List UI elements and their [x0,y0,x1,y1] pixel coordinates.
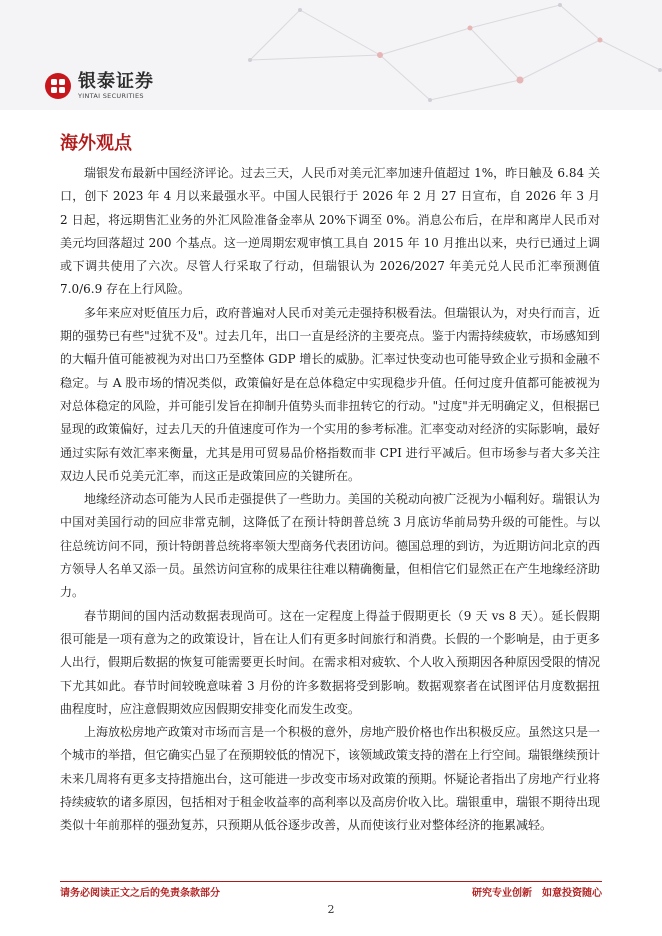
footer-divider [60,881,602,882]
disclaimer-note: 请务必阅读正文之后的免责条款部分 [60,888,220,899]
paragraph-2: 多年来应对贬值压力后，政府普遍对人民币对美元走强持积极看法。但瑞银认为，对央行而言，近期的强势已有些"过犹不及"。过去几年，出口一直是经济的主要亮点。鉴于内需持续疲软，市场感知到的大幅升值可能被视为对出口乃至整体 GDP 增长的威胁。汇率过快变动也可能导致企业亏损和金融不稳定。与 A 股市场的情况类似，政策偏好是在总体稳定中实现稳步升值。任何过度升值都可能被视为对总体稳定的风险，并可能引发旨在抑制升值势头而非扭转它的行动。"过度"并无明确定义，但根据已显现的政策偏好，过去几天的升值速度可作为一个实用的参考标准。汇率变动对经济的实际影响，最好通过实际有效汇率来衡量，尤其是用可贸易品价格指数而非 CPI 进行平减后。但市场参与者大多关注双边人民币兑美元汇率，而这正是政策回应的关键所在。 [60,305,601,483]
logo-chinese-name: 银泰证券 [78,71,154,92]
footer-slogan: 研究专业创新 如意投资随心 [472,888,602,899]
article-body [60,162,600,838]
page-number: 2 [327,903,335,916]
paragraph-5: 上海放松房地产政策对市场而言是一个积极的意外，房地产股价格也作出积极反应。虽然这只是一个城市的举措，但它确实凸显了在预期较低的情况下，该领域政策支持的潜在上行空间。瑞银继续预计未来几周将有更多支持措施出台，这可能进一步改变市场对政策的预期。怀疑论者指出了房地产行业将持续疲软的诸多原因，包括相对于租金收益率的高利率以及高房价收入比。瑞银重申，瑞银不期待出现类似十年前那样的强劲复苏，只预期从低谷逐步改善，从而使该行业对整体经济的拖累减轻。 [60,725,601,833]
section-title: 海外观点 [60,133,132,154]
paragraph-4: 春节期间的国内活动数据表现尚可。这在一定程度上得益于假期更长（9 天 vs 8 天）。延长假期很可能是一项有意为之的政策设计，旨在让人们有更多时间旅行和消费。长假的一个影响是，由于更多人出行，假期后数据的恢复可能需要更长时间。在需求相对疲软、个人收入预期因各种原因受限的情况下尤其如此。春节时间较晚意味着 3 月份的许多数据将受到影响。数据观察者在试图评估月度数据扭曲程度时，应注意假期效应因假期安排变化而发生改变。 [60,608,601,716]
page-header [0,0,662,110]
company-logo [44,72,154,100]
paragraph-1: 瑞银发布最新中国经济评论。过去三天，人民币对美元汇率加速升值超过 1%，昨日触及 6.84 关口，创下 2023 年 4 月以来最强水平。中国人民银行于 2026 年 2 月 27 日宣布，自 2026 年 3 月 2 日起，将远期售汇业务的外汇风险准备金率从 20%下调至 0%。消息公布后，在岸和离岸人民币对美元均回落超过 200 个基点。这一逆周期宏观审慎工具自 2015 年 10 月推出以来，央行已通过上调或下调共使用了六次。尽管人行采取了行动，但瑞银认为 2026/2027 年美元兑人民币汇率预测值 7.0/6.9 存在上行风险。 [60,166,600,297]
logo-english-name: YINTAI SECURITIES [78,92,144,100]
paragraph-3: 地缘经济动态可能为人民币走强提供了一些助力。美国的关税动向被广泛视为小幅利好。瑞银认为中国对美国行动的回应非常克制，这降低了在预计特朗普总统 3 月底访华前局势升级的可能性。与以往总统访问不同，预计特朗普总统将率领大型商务代表团访问。德国总理的到访，为近期访问北京的西方领导人名单又添一员。虽然访问宣称的成果往往难以精确衡量，但相信它们显然正在产生地缘经济助力。 [60,492,601,600]
yintai-logo-icon [44,72,72,100]
